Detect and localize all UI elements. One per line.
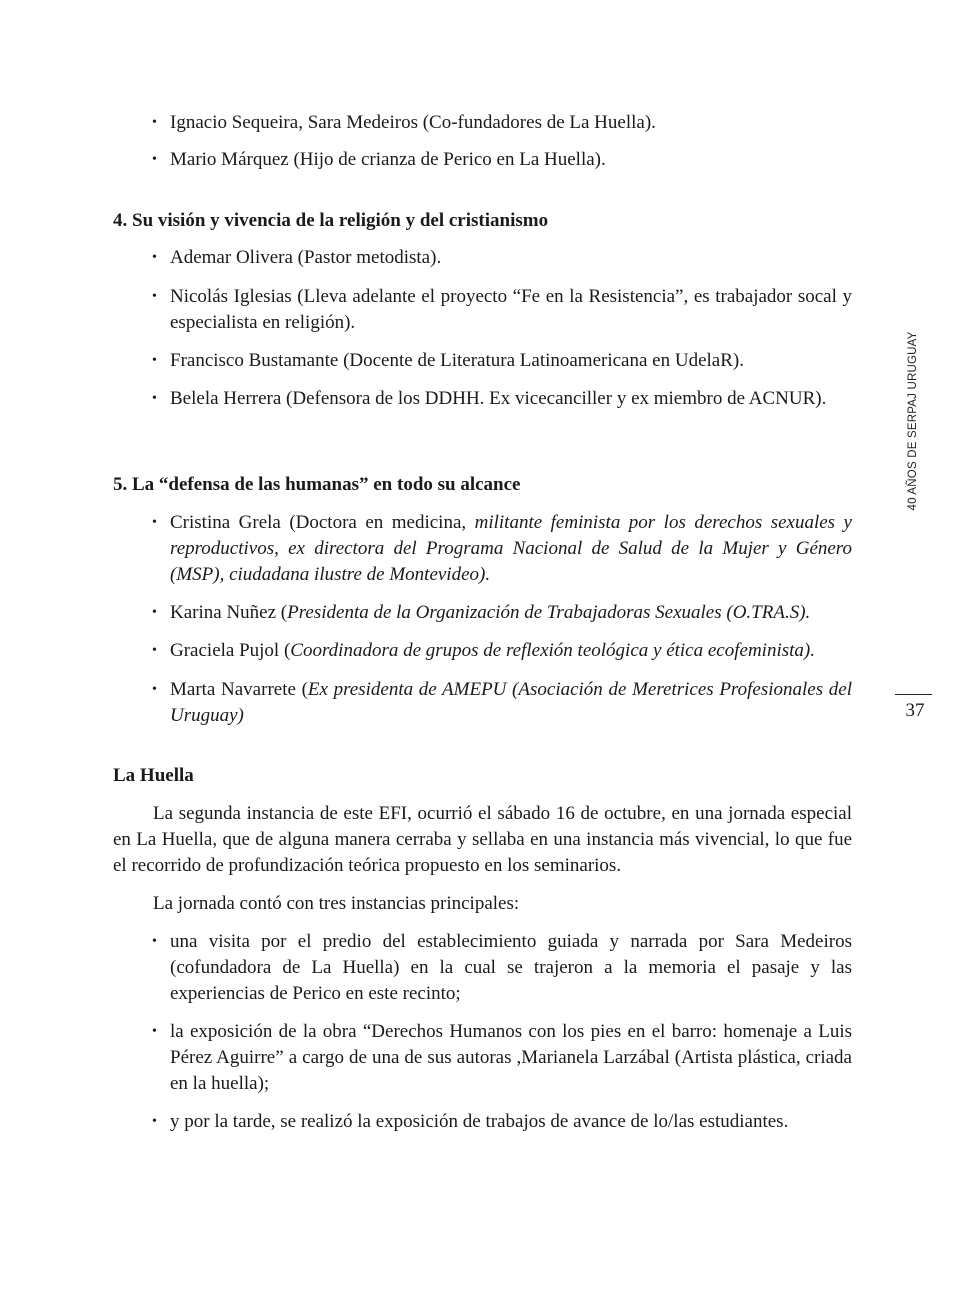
bullet: •	[152, 353, 157, 368]
running-title	[903, 330, 923, 512]
bullet: •	[152, 934, 157, 949]
list-item-plain: Cristina Grela (Doctora en medicina,	[170, 512, 475, 533]
list-item-plain: Graciela Pujol (	[170, 640, 291, 661]
list-item-italic: militante feminista por los derechos sexuales y reproductivos, ex directora del Programa Nacional de Salud de la Mujer y Género (MSP), ciudadana ilustre de Montevideo).	[170, 512, 852, 585]
list-item-text: la exposición de la obra “Derechos Humanos con los pies en el barro: homenaje a Luis Pérez Aguirre” a cargo de una de sus autoras ,Marianela Larzábal (Artista plástica, criada en la huella);	[170, 1021, 852, 1094]
list-item-text	[170, 600, 852, 626]
list-item-text: Ademar Olivera (Pastor metodista).	[170, 247, 442, 268]
section-heading: 4. Su visión y vivencia de la religión y del cristianismo	[113, 210, 549, 231]
bullet: •	[152, 1024, 157, 1039]
bullet: •	[152, 605, 157, 620]
list-item	[152, 147, 852, 173]
list-item-text	[170, 510, 852, 588]
list-item-italic: Presidenta de la Organización de Trabajadoras Sexuales (O.TRA.S).	[287, 602, 811, 623]
bullet: •	[152, 643, 157, 658]
list-item-text	[170, 638, 852, 664]
body-paragraph: La segunda instancia de este EFI, ocurrió el sábado 16 de octubre, en una jornada especial en La Huella, que de alguna manera cerraba y sellaba en una instancia más vivencial, lo que fue el recorrido de profundización teórica propuesto en los seminarios.	[113, 803, 852, 876]
list-item-text: Francisco Bustamante (Docente de Literatura Latinoamericana en UdelaR).	[170, 350, 744, 371]
list-item	[152, 348, 852, 374]
list-item-text: Ignacio Sequeira, Sara Medeiros (Co-fundadores de La Huella).	[170, 112, 656, 133]
list-item	[152, 600, 852, 626]
list-item-text: Nicolás Iglesias (Lleva adelante el proyecto “Fe en la Resistencia”, es trabajador socal y especialista en religión).	[170, 286, 852, 333]
bullet: •	[152, 391, 157, 406]
page-number: 37	[905, 700, 925, 721]
bullet: •	[152, 289, 157, 304]
list-item-text: y por la tarde, se realizó la exposición de trabajos de avance de lo/las estudiantes.	[170, 1111, 789, 1132]
list-item	[152, 1109, 852, 1135]
body-paragraph: La jornada contó con tres instancias principales:	[153, 893, 520, 914]
running-title-text: 40 AÑOS DE SERPAJ URUGUAY	[907, 331, 919, 511]
list-item	[152, 510, 852, 588]
list-item-italic: Ex presidenta de AMEPU (Asociación de Meretrices Profesionales del Uruguay)	[170, 679, 852, 726]
list-item	[152, 638, 852, 664]
bullet: •	[152, 115, 157, 130]
list-item	[152, 245, 852, 271]
page-number-rule	[895, 694, 932, 695]
list-item-text: Belela Herrera (Defensora de los DDHH. Ex vicecanciller y ex miembro de ACNUR).	[170, 388, 827, 409]
section-heading: 5. La “defensa de las humanas” en todo su alcance	[113, 474, 521, 495]
bullet: •	[152, 1114, 157, 1129]
list-item-text	[170, 677, 852, 729]
list-item-plain: Karina Nuñez (	[170, 602, 288, 623]
list-item	[152, 929, 852, 1007]
bullet: •	[152, 250, 157, 265]
list-item-text: Mario Márquez (Hijo de crianza de Perico en La Huella).	[170, 149, 606, 170]
section-heading: La Huella	[113, 765, 194, 786]
list-item-text: una visita por el predio del establecimiento guiada y narrada por Sara Medeiros (cofundadora de La Huella) en la cual se trajeron a la memoria el pasaje y las experiencias de Perico en este recinto;	[170, 931, 852, 1004]
list-item	[152, 284, 852, 336]
list-item	[152, 386, 852, 412]
list-item-plain: Marta Navarrete (	[170, 679, 308, 700]
bullet: •	[152, 152, 157, 167]
list-item-italic: Coordinadora de grupos de reflexión teológica y ética ecofeminista).	[290, 640, 815, 661]
list-item	[152, 1019, 852, 1097]
bullet: •	[152, 682, 157, 697]
bullet: •	[152, 515, 157, 530]
list-item	[152, 110, 852, 136]
list-item	[152, 677, 852, 729]
